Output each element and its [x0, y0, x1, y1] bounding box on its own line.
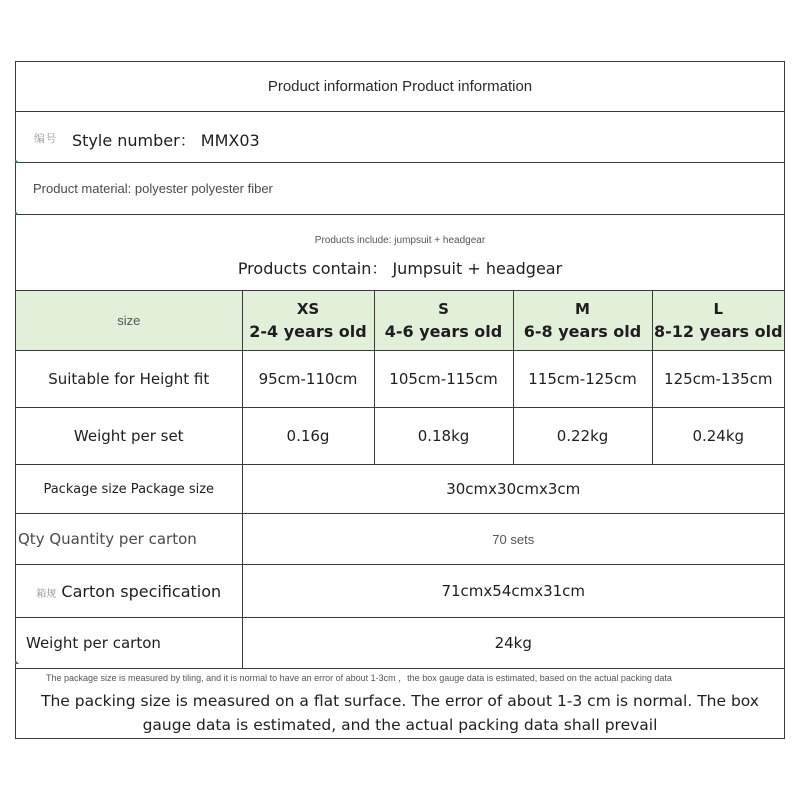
products-include-note: Products include: jumpsuit + headgear: [314, 235, 486, 246]
height-value: 125cm-135cm: [652, 351, 784, 408]
carton-weight-value: 24kg: [242, 618, 784, 669]
product-material: Product material: polyester polyester fiber: [33, 181, 273, 196]
sheet-title: Product information Product information: [267, 78, 533, 95]
material-row: [16, 163, 784, 215]
size-header-row: [16, 291, 784, 351]
size-age: 8-12 years old: [653, 321, 783, 341]
product-info-sheet: [15, 61, 785, 739]
measurement-note: The packing size is measured on a flat surface. The error of about 1-3 cm is normal. The box gauge data is estimated, and the actual packing data shall prevail: [41, 692, 759, 734]
style-number-faint-label: 编号: [34, 133, 57, 145]
carton-spec-label: Carton specification: [61, 581, 222, 601]
row-marker: [15, 660, 19, 664]
style-number: Style number： MMX03: [72, 131, 260, 150]
products-contain: Products contain： Jumpsuit + headgear: [237, 259, 563, 278]
size-table: [16, 291, 784, 669]
quantity-value: 70 sets: [242, 514, 784, 565]
size-code: L: [713, 299, 724, 318]
package-size-row: [16, 465, 784, 514]
carton-spec-row: [16, 565, 784, 618]
quantity-label: Qty Quantity per carton: [16, 514, 242, 565]
height-value: 95cm-110cm: [242, 351, 374, 408]
package-size-label: Package size Package size: [16, 465, 242, 514]
weight-label: Weight per set: [16, 408, 242, 465]
size-code: XS: [296, 299, 320, 318]
size-age: 6-8 years old: [523, 321, 642, 341]
carton-weight-row: [16, 618, 784, 669]
size-code: S: [438, 299, 449, 318]
height-value: 115cm-125cm: [513, 351, 652, 408]
quantity-row: [16, 514, 784, 565]
size-age: 2-4 years old: [249, 321, 367, 341]
size-label: size: [16, 291, 242, 351]
weight-value: 0.24kg: [652, 408, 784, 465]
carton-faint-label: 箱规: [36, 588, 57, 600]
size-header-m: [513, 291, 652, 351]
size-header-l: [652, 291, 784, 351]
height-label: Suitable for Height fit: [16, 351, 242, 408]
weight-value: 0.18kg: [374, 408, 513, 465]
height-value: 105cm-115cm: [374, 351, 513, 408]
carton-spec-value: 71cmx54cmx31cm: [242, 565, 784, 618]
measurement-note-small: The package size is measured by tiling, and it is normal to have an error of about 1-3cm ，the box gauge data is estimated, based on the actual packing data: [46, 673, 672, 683]
package-size-value: 30cmx30cmx3cm: [242, 465, 784, 514]
size-header-s: [374, 291, 513, 351]
carton-weight-label: Weight per carton: [16, 618, 242, 669]
title-row: [16, 62, 784, 112]
weight-value: 0.22kg: [513, 408, 652, 465]
carton-spec-cell: [16, 565, 242, 618]
contents-row: [16, 215, 784, 291]
size-age: 4-6 years old: [384, 321, 503, 341]
style-number-row: [16, 112, 784, 163]
size-header-xs: [242, 291, 374, 351]
height-row: [16, 351, 784, 408]
weight-row: [16, 408, 784, 465]
weight-value: 0.16g: [242, 408, 374, 465]
size-code: M: [575, 299, 590, 318]
